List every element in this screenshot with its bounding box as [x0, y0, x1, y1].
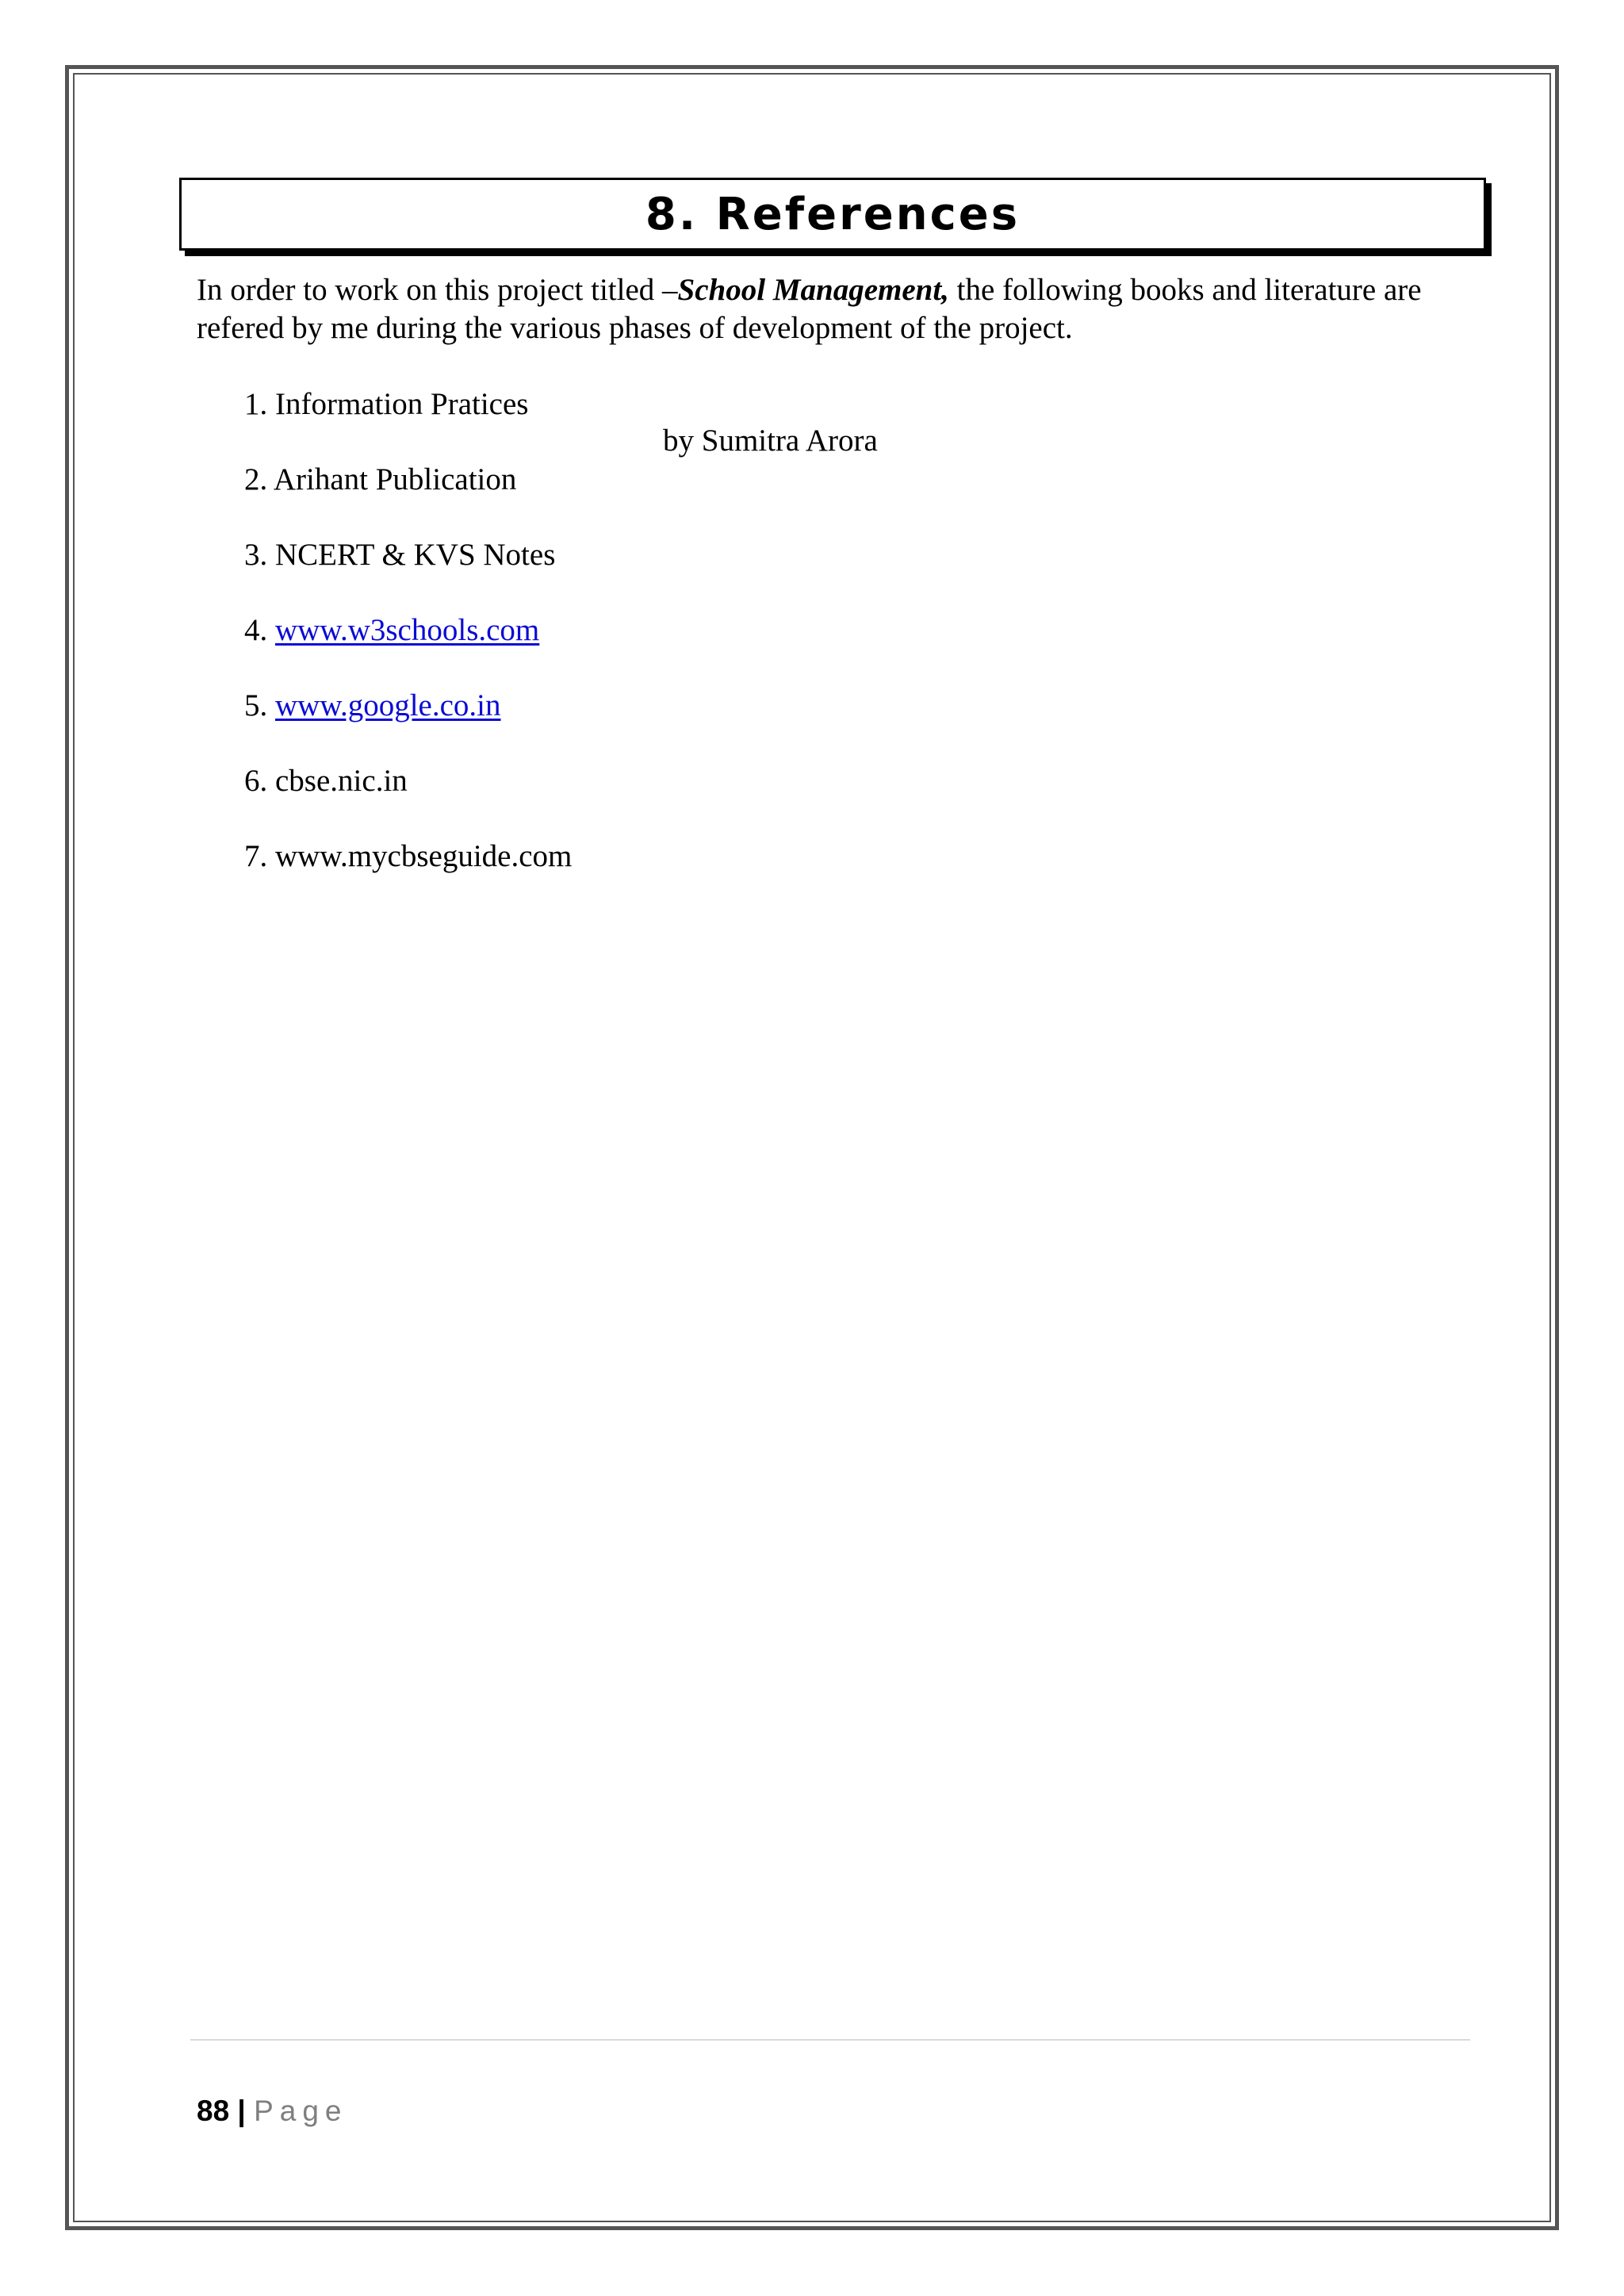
reference-text: cbse.nic.in [275, 764, 408, 798]
intro-text-before: In order to work on this project titled – [197, 273, 678, 307]
reference-text: Information Pratices [275, 387, 529, 421]
section-title: 8. References [645, 188, 1021, 240]
reference-number: 3. [244, 538, 268, 572]
intro-text-after: the following books and literature are refered by me during the various phases of development of the project. [197, 273, 1422, 345]
reference-item-6 [244, 762, 572, 838]
reference-number: 5. [244, 688, 268, 723]
reference-item-4 [244, 611, 572, 687]
reference-number: 6. [244, 764, 268, 798]
reference-item-5 [244, 687, 572, 762]
page-footer [197, 2094, 348, 2129]
reference-list [244, 385, 572, 913]
reference-text: Arihant Publication [273, 462, 517, 496]
reference-number: 4. [244, 613, 268, 647]
author-note: by Sumitra Arora [663, 424, 878, 458]
reference-item-1 [244, 385, 572, 461]
section-title-box [179, 178, 1486, 251]
project-title: School Management, [677, 273, 949, 307]
footer-divider [190, 2039, 1470, 2041]
reference-number: 7. [244, 839, 268, 873]
reference-text: NCERT & KVS Notes [275, 538, 556, 572]
reference-item-2 [244, 461, 572, 536]
reference-text: www.mycbseguide.com [275, 839, 573, 873]
reference-number: 2. [244, 462, 268, 496]
w3schools-link[interactable]: www.w3schools.com [275, 613, 540, 647]
google-link[interactable]: www.google.co.in [275, 688, 501, 723]
reference-item-7 [244, 838, 572, 913]
page-number: 88 [197, 2095, 230, 2127]
page-separator: | [229, 2095, 255, 2127]
intro-paragraph [197, 271, 1481, 347]
reference-number: 1. [244, 387, 268, 421]
page-label: Page [254, 2095, 348, 2127]
reference-item-3 [244, 536, 572, 611]
